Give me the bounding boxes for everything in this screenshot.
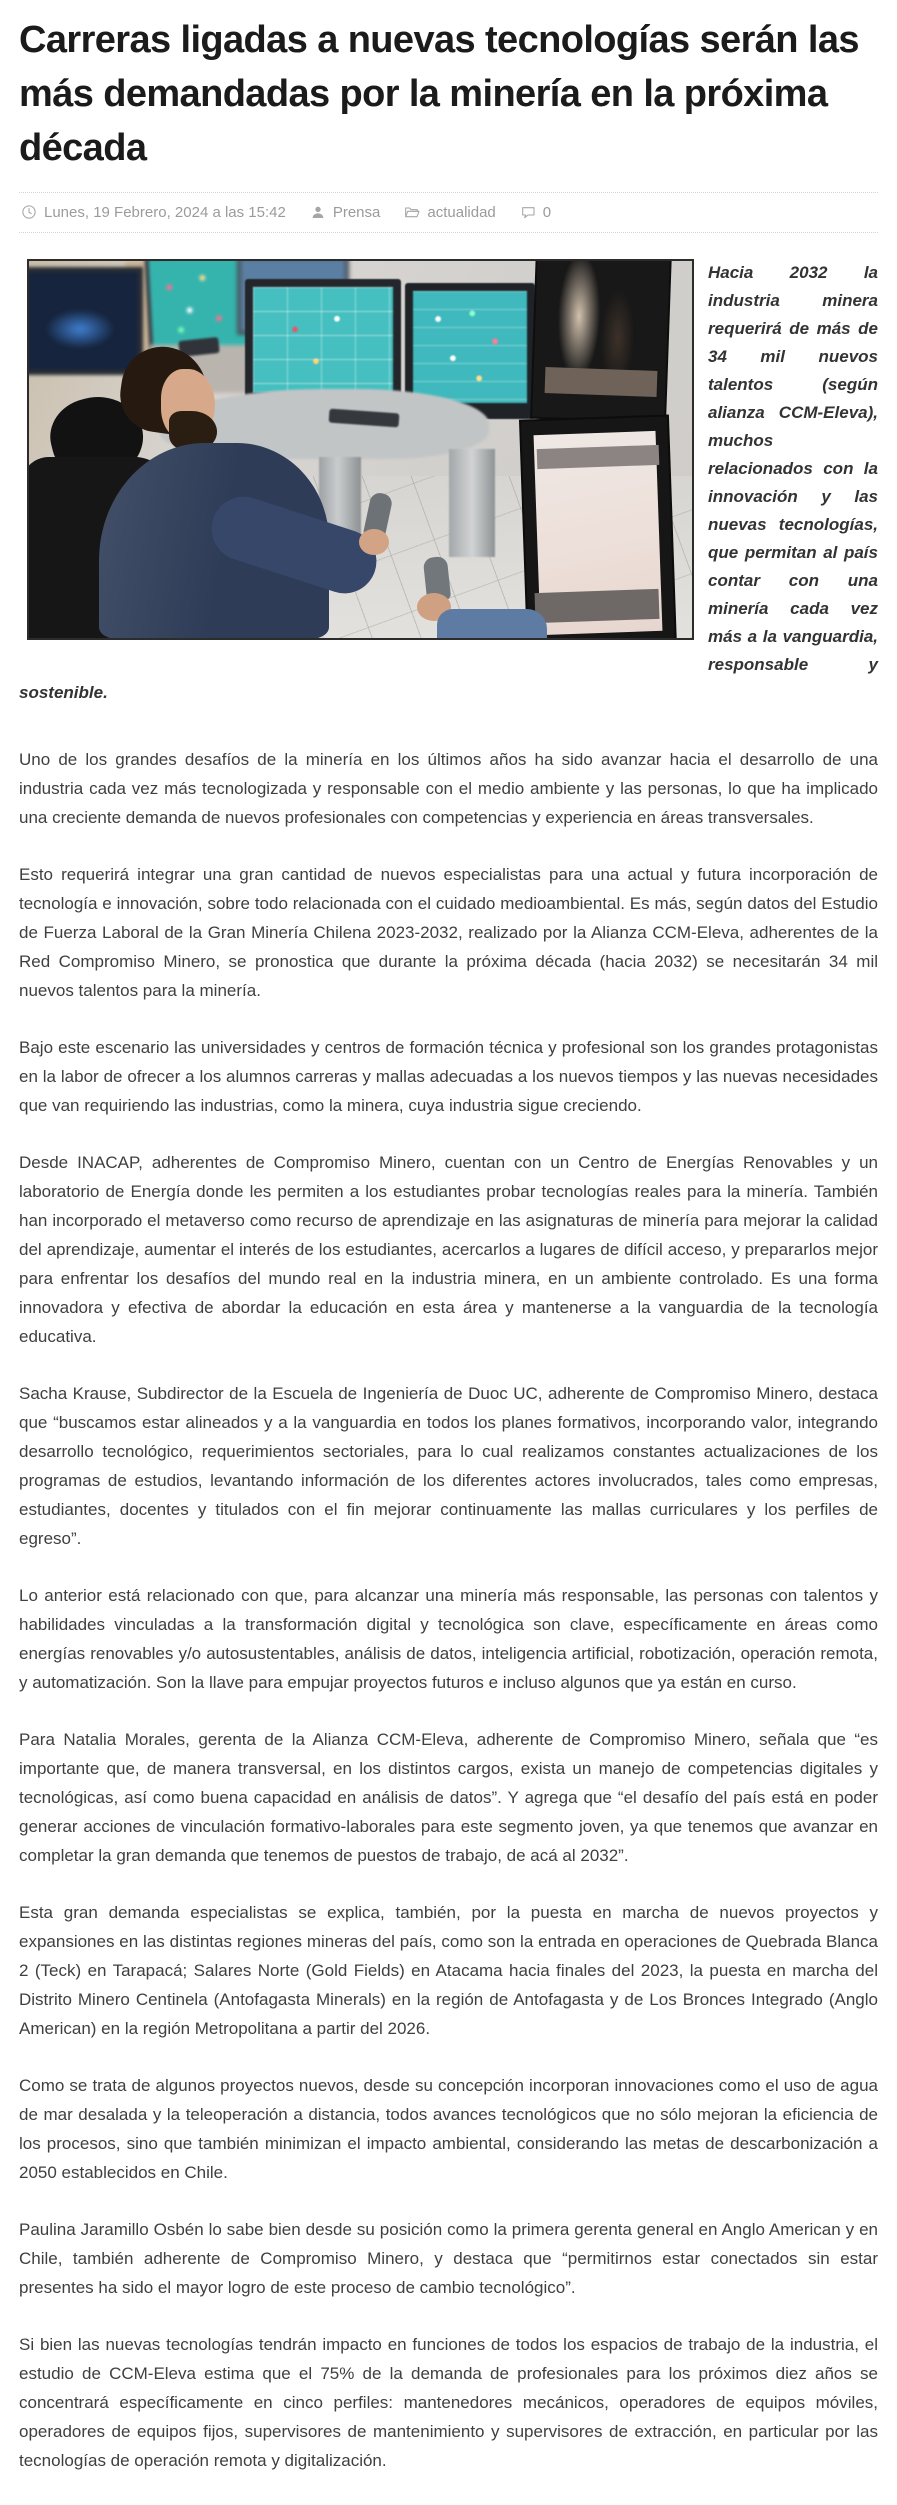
- meta-author-label: Prensa: [332, 203, 381, 221]
- article-paragraph: Como se trata de algunos proyectos nuevos, desde su concepción incorporan innovaciones como el uso de agua de mar desalada y la teleoperación a distancia, todos avances tecnológicos que no sólo mejoran la eficiencia de los procesos, sino que también minimizan el impacto ambiental, considerando las metas de descarbonización a 2050 establecidos en Chile.: [19, 2075, 878, 2182]
- article-paragraph: Uno de los grandes desafíos de la minería en los últimos años ha sido avanzar hacia el desarrollo de una industria cada vez más tecnologizada y responsable con el medio ambiente y las personas, lo que ha implicado una creciente demanda de nuevos profesionales con competencias y experiencia en áreas transversales.: [19, 749, 878, 827]
- article-paragraph: Sacha Krause, Subdirector de la Escuela de Ingeniería de Duoc UC, adherente de Compromiso Minero, destaca que “buscamos estar alineados y a la vanguardia en todos los planes formativos, incorporando valor, integrando desarrollo tecnológico, requerimientos sectoriales, para lo cual realizamos constantes actualizaciones de los programas de estudios, levantando información de los diferentes actores involucrados, tales como empresas, estudiantes, docentes y titulados con el fin mejorar continuamente las mallas curriculares y los perfiles de egreso”.: [19, 1383, 878, 1548]
- photo-monitor-right-screen: [413, 291, 527, 403]
- article-paragraph: Paulina Jaramillo Osbén lo sabe bien desde su posición como la primera gerenta general en Anglo American y en Chile, también adherente de Compromiso Minero, y destaca que “permitirnos estar conectados sin estar presentes ha sido el mayor logro de este proceso de cambio tecnológico”.: [19, 2219, 878, 2297]
- meta-date-label: Lunes, 19 Febrero, 2024 a las 15:42: [44, 203, 286, 221]
- user-icon: [310, 204, 326, 220]
- article-paragraph: Lo anterior está relacionado con que, para alcanzar una minería más responsable, las personas con talentos y habilidades vinculadas a la transformación digital y tecnológica son clave, específicamente en áreas como energías renovables y/o autosustentables, análisis de datos, inteligencia artificial, robotización, operación remota, y automatización. Son la llave para empujar proyectos futuros e incluso algunos que ya están en curso.: [19, 1585, 878, 1692]
- article-paragraph: Bajo este escenario las universidades y centros de formación técnica y profesional son los grandes protagonistas en la labor de ofrecer a los alumnos carreras y mallas adecuadas a los nuevos tiempos y las nuevas necesidades que van requiriendo las industrias, como la minera, cuya industria sigue creciendo.: [19, 1037, 878, 1115]
- article-lead-block: [19, 259, 878, 707]
- article-paragraph: Si bien las nuevas tecnologías tendrán impacto en funciones de todos los espacios de trabajo de la industria, el estudio de CCM-Eleva estima que el 75% de la demanda de profesionales para los próximos diez años se concentrará específicamente en cinco perfiles: mantenedores mecánicos, operadores de equipos móviles, operadores de equipos fijos, supervisores de mantenimiento y supervisores de extracción, en particular por las tecnologías de operación remota y digitalización.: [19, 2334, 878, 2470]
- photo-monitor-center-screen: [253, 287, 393, 393]
- meta-category-label: actualidad: [427, 203, 496, 221]
- article-paragraph: Desde INACAP, adherentes de Compromiso Minero, cuentan con un Centro de Energías Renovables y un laboratorio de Energía donde les permiten a los estudiantes probar tecnologías reales para la minería. También han incorporado el metaverso como recurso de aprendizaje en las asignaturas de minería para mejorar la calidad del aprendizaje, aumentar el interés de los estudiantes, acercarlos a lugares de difícil acceso, y prepararlos mejor para enfrentar los desafíos del mundo real en la industria minera, en un ambiente controlado. Es una forma innovadora y efectiva de abordar la educación en esta área y mantenerse a la vanguardia de la tecnología educativa.: [19, 1152, 878, 1346]
- folder-icon: [404, 204, 420, 220]
- comment-icon: [520, 204, 536, 220]
- meta-category[interactable]: [404, 204, 495, 221]
- clock-icon: [21, 204, 37, 220]
- meta-author[interactable]: [310, 204, 381, 221]
- meta-comments-count: 0: [542, 203, 552, 221]
- article-meta-bar: [19, 192, 878, 233]
- article-body: [19, 745, 878, 2475]
- photo-portrait-monitor-bottom-band: [537, 445, 660, 469]
- article-lead: Hacia 2032 la industria minera requerirá de más de 34 mil nuevos talentos (según alianza CCM-Eleva), muchos relacionados con la innovación y las nuevas tecnologías, que permitan al país contar con una minería cada vez más a la vanguardia, responsable y sostenible.: [19, 262, 878, 702]
- photo-desk-leg: [449, 449, 495, 557]
- photo-portrait-monitor-top-band: [545, 367, 658, 397]
- photo-operator-hand: [359, 529, 389, 555]
- page-title: Carreras ligadas a nuevas tecnologías serán las más demandadas por la minería en la próxima década: [19, 19, 859, 169]
- article-paragraph: Para Natalia Morales, gerenta de la Alianza CCM-Eleva, adherente de Compromiso Minero, señala que “es importante que, de manera transversal, en los distintos cargos, exista un manejo de competencias digitales y tecnológicas, así como buena capacidad en análisis de datos”. Y agrega que “el desafío del país está en poder generar acciones de vinculación formativo-laborales para este segmento joven, ya que tenemos que avanzar en completar la gran demanda que tenemos de puestos de trabajo, de acá al 2032”.: [19, 1729, 878, 1865]
- article-paragraph: Esto requerirá integrar una gran cantidad de nuevos especialistas para una actual y futura incorporación de tecnología e innovación, sobre todo relacionada con el cuidado medioambiental. Es más, según datos del Estudio de Fuerza Laboral de la Gran Minería Chilena 2023-2032, realizado por la Alianza CCM-Eleva, adherentes de la Red Compromiso Minero, se pronostica que durante la próxima década (hacia 2032) se necesitarán 34 mil nuevos talentos para la minería.: [19, 864, 878, 1000]
- photo-monitor-glow: [45, 309, 115, 349]
- control-room-photo: [27, 259, 694, 640]
- article-paragraph: Esta gran demanda especialistas se explica, también, por la puesta en marcha de nuevos proyectos y expansiones en las distintas regiones mineras del país, como son la entrada en operaciones de Quebrada Blanca 2 (Teck) en Tarapacá; Salares Norte (Gold Fields) en Atacama hacia finales del 2023, la puesta en marcha del Distrito Minero Centinela (Antofagasta Minerals) en la región de Antofagasta y de Los Bronces Integrado (Anglo American) en la región Metropolitana a partir del 2026.: [19, 1902, 878, 2038]
- meta-comments[interactable]: [520, 204, 551, 221]
- photo-operator-jeans: [437, 609, 547, 638]
- meta-date: [21, 204, 286, 221]
- photo-portrait-monitor-bottom-band: [535, 589, 660, 623]
